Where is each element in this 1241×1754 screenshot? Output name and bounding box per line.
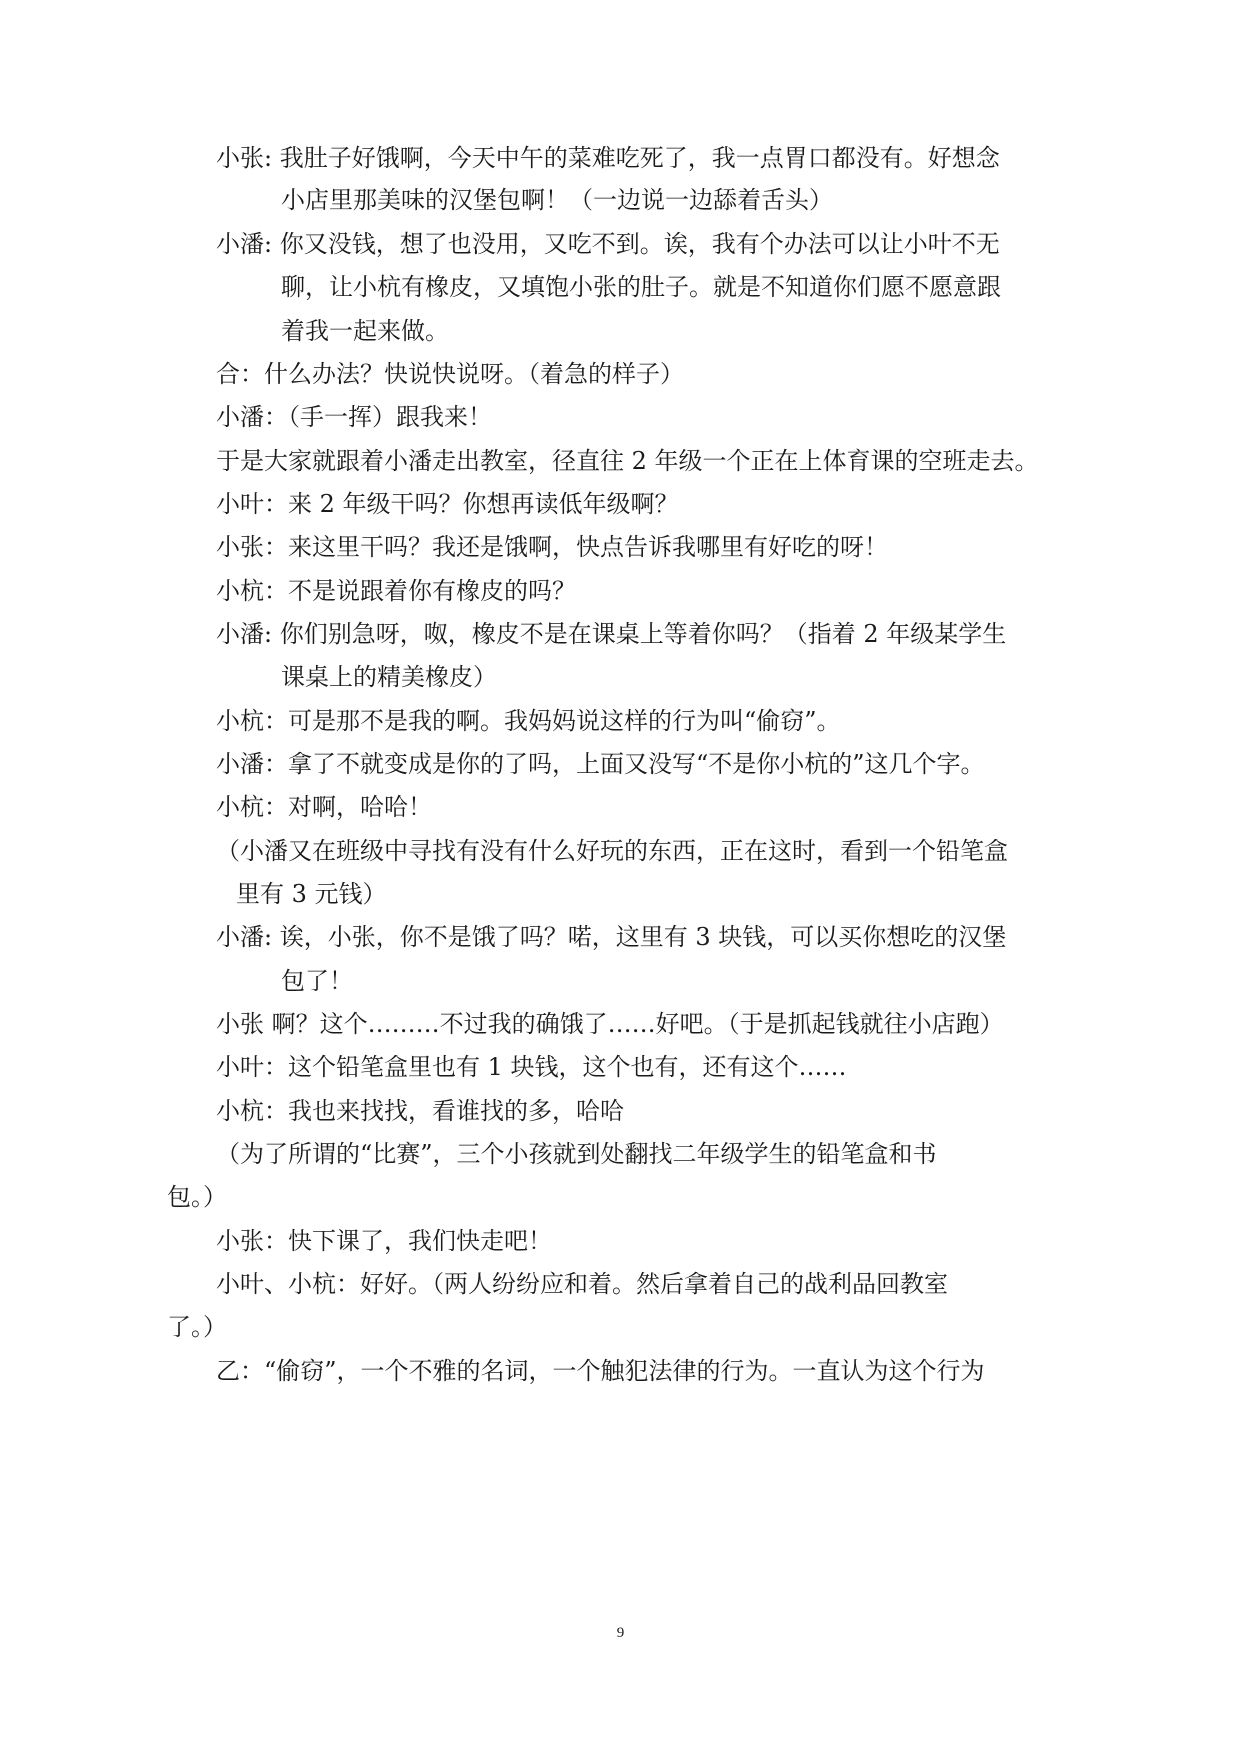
dialogue-line: 小张: 我肚子好饿啊，今天中午的菜难吃死了，我一点胃口都没有。好想念 — [216, 144, 1000, 172]
stage-direction-line: （小潘又在班级中寻找有没有什么好玩的东西，正在这时，看到一个铅笔盒 — [216, 837, 1008, 865]
dialogue-line: 小潘: 你又没钱，想了也没用，又吃不到。诶，我有个办法可以让小叶不无 — [216, 230, 1000, 258]
dialogue-line: 小张 啊？这个………不过我的确饿了……好吧。（于是抓起钱就往小店跑） — [216, 1010, 1004, 1038]
dialogue-line: 小杭：不是说跟着你有橡皮的吗？ — [216, 577, 576, 605]
stage-direction-line: 包。） — [167, 1183, 227, 1211]
dialogue-line: 合：什么办法？快说快说呀。（着急的样子） — [216, 360, 684, 388]
narration-line: 于是大家就跟着小潘走出教室，径直往 2 年级一个正在上体育课的空班走去。 — [216, 447, 1039, 475]
dialogue-line: 小店里那美味的汉堡包啊！（一边说一边舔着舌头） — [281, 186, 833, 214]
dialogue-line: 小潘: 诶，小张，你不是饿了吗？喏，这里有 3 块钱，可以买你想吃的汉堡 — [216, 923, 1007, 951]
dialogue-line: 小张：快下课了，我们快走吧！ — [216, 1227, 552, 1255]
dialogue-line: 小叶：这个铅笔盒里也有 1 块钱，这个也有，还有这个…… — [216, 1053, 847, 1081]
dialogue-line: 聊，让小杭有橡皮，又填饱小张的肚子。就是不知道你们愿不愿意跟 — [281, 273, 1001, 301]
dialogue-line: 乙：“偷窃”，一个不雅的名词，一个触犯法律的行为。一直认为这个行为 — [216, 1357, 985, 1385]
dialogue-line: 小潘: 你们别急呀，呶，橡皮不是在课桌上等着你吗？（指着 2 年级某学生 — [216, 620, 1007, 648]
stage-direction-line: 里有 3 元钱） — [236, 880, 387, 908]
dialogue-line: 着我一起来做。 — [281, 317, 449, 345]
dialogue-line: 小潘：拿了不就变成是你的了吗，上面又没写“不是你小杭的”这几个字。 — [216, 750, 985, 778]
dialogue-line: 小杭：对啊，哈哈！ — [216, 793, 432, 821]
dialogue-line: 小杭：我也来找找，看谁找的多，哈哈 — [216, 1097, 624, 1125]
dialogue-line: 包了！ — [281, 967, 353, 995]
dialogue-line: 小叶、小杭：好好。（两人纷纷应和着。然后拿着自己的战利品回教室 — [216, 1270, 948, 1298]
dialogue-line: 课桌上的精美橡皮） — [281, 663, 497, 691]
dialogue-line: 小张：来这里干吗？我还是饿啊，快点告诉我哪里有好吃的呀！ — [216, 533, 888, 561]
dialogue-line: 小杭：可是那不是我的啊。我妈妈说这样的行为叫“偷窃”。 — [216, 707, 841, 735]
dialogue-line: 小叶：来 2 年级干吗？你想再读低年级啊？ — [216, 490, 679, 518]
stage-direction-line: （为了所谓的“比赛”，三个小孩就到处翻找二年级学生的铅笔盒和书 — [216, 1140, 937, 1168]
page-number: 9 — [616, 1625, 625, 1641]
dialogue-line: 了。） — [167, 1313, 227, 1341]
dialogue-line: 小潘：（手一挥）跟我来！ — [216, 403, 492, 431]
